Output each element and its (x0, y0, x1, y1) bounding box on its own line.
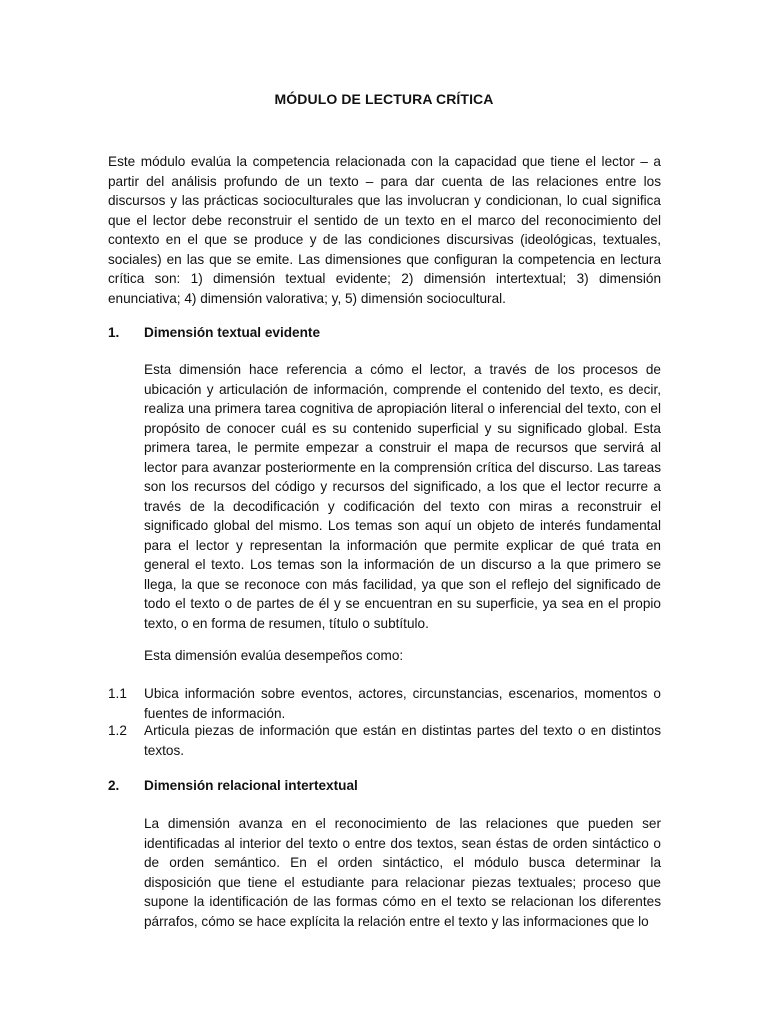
section-1-number: 1. (108, 325, 120, 340)
section-2-number: 2. (108, 778, 120, 793)
intro-paragraph: Este módulo evalúa la competencia relacionada con la capacidad que tiene el lector – a partir del análisis profundo de un texto – para dar cuenta de las relaciones entre los discursos y las prácticas socioculturales que las involucran y condicionan, lo cual significa que el lector debe reconstruir el sentido de un texto en el marco del reconocimiento del contexto en el que se produce y de las condiciones discursivas (ideológicas, textuales, sociales) en las que se emite. Las dimensiones que configuran la competencia en lectura crítica son: 1) dimensión textual evidente; 2) dimensión intertextual; 3) dimensión enunciativa; 4) dimensión valorativa; y, 5) dimensión sociocultural. (108, 154, 661, 306)
section-1-evaluates: Esta dimensión evalúa desempeños como: (144, 648, 404, 663)
section-1-heading: Dimensión textual evidente (144, 325, 321, 340)
list-item-number: 1.2 (108, 723, 127, 738)
section-2-heading: Dimensión relacional intertextual (144, 778, 358, 793)
section-2-body: La dimensión avanza en el reconocimiento de las relaciones que pueden ser identificadas al interior del texto o entre dos textos, sean éstas de orden sintáctico o de orden semántico. En el orden sintáctico, el módulo busca determinar la disposición que tiene el estudiante para relacionar piezas textuales; proceso que supone la identificación de las formas cómo en el texto se relacionan los diferentes párrafos, cómo se hace explícita la relación entre el texto y las informaciones que lo (144, 816, 661, 929)
document-title: MÓDULO DE LECTURA CRÍTICA (274, 91, 494, 107)
section-1-body: Esta dimensión hace referencia a cómo el lector, a través de los procesos de ubicación y articulación de información, comprende el contenido del texto, es decir, realiza una primera tarea cognitiva de apropiación literal o inferencial del texto, con el propósito de conocer cuál es su contenido superficial y su significado global. Esta primera tarea, le permite empezar a construir el mapa de recursos que servirá al lector para avanzar posteriormente en la comprensión crítica del discurso. Las tareas son los recursos del código y recursos del significado, a los que el lector recurre a través de la decodificación y codificación del texto con miras a reconstruir el significado global del mismo. Los temas son aquí un objeto de interés fundamental para el lector y representan la información que permite explicar de qué trata en general el texto. Los temas son la información de un discurso a la que primero se llega, la que se reconoce con más facilidad, ya que son el reflejo del significado de todo el texto o de partes de él y se encuentran en su superficie, ya sea en el propio texto, o en forma de resumen, título o subtítulo. (144, 362, 661, 631)
list-item-text: Articula piezas de información que están en distintas partes del texto o en distintos textos. (144, 723, 661, 758)
list-item-text: Ubica información sobre eventos, actores, circunstancias, escenarios, momentos o fuentes de información. (144, 686, 661, 721)
list-item-number: 1.1 (108, 686, 127, 701)
